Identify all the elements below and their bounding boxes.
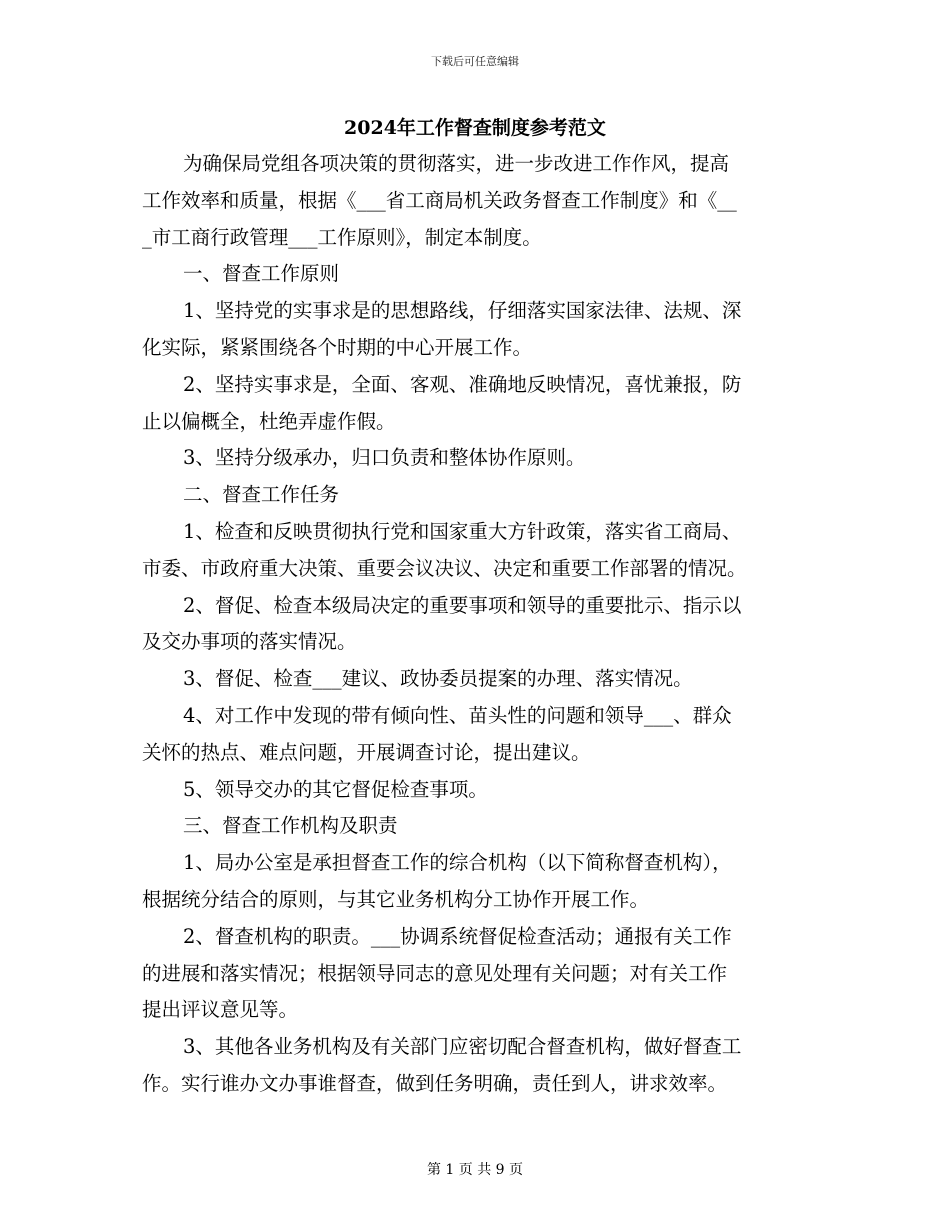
body-line: 二、督查工作任务 bbox=[183, 483, 340, 507]
body-line: 化实际，紧紧围绕各个时期的中心开展工作。 bbox=[142, 335, 533, 359]
body-line: 止以偏概全，杜绝弄虚作假。 bbox=[142, 409, 396, 433]
body-line: 1、坚持党的实事求是的思想路线，仔细落实国家法律、法规、深 bbox=[183, 299, 742, 323]
body-line: 3、督促、检查___建议、政协委员提案的办理、落实情况。 bbox=[183, 667, 693, 691]
body-line: 市委、市政府重大决策、重要会议决议、决定和重要工作部署的情况。 bbox=[142, 556, 747, 580]
body-line: 2、坚持实事求是，全面、客观、准确地反映情况，喜忧兼报，防 bbox=[183, 372, 742, 396]
body-line: 的进展和落实情况；根据领导同志的意见处理有关问题；对有关工作 bbox=[142, 961, 728, 985]
body-line: 3、其他各业务机构及有关部门应密切配合督查机构，做好督查工 bbox=[183, 1035, 742, 1059]
body-line: 作。实行谁办文办事谁督查，做到任务明确，责任到人，讲求效率。 bbox=[142, 1071, 728, 1095]
body-line: 根据统分结合的原则，与其它业务机构分工协作开展工作。 bbox=[142, 887, 650, 911]
body-line: 关怀的热点、难点问题，开展调查讨论，提出建议。 bbox=[142, 740, 591, 764]
body-line: 2、督查机构的职责。___协调系统督促检查活动；通报有关工作 bbox=[183, 924, 732, 948]
body-line: 1、检查和反映贯彻执行党和国家重大方针政策，落实省工商局、 bbox=[183, 519, 742, 543]
body-line: 5、领导交办的其它督促检查事项。 bbox=[183, 777, 488, 801]
body-line: 1、局办公室是承担督查工作的综合机构（以下简称督查机构）， bbox=[183, 851, 732, 875]
body-line: 提出评议意见等。 bbox=[142, 998, 299, 1022]
page-header-note: 下载后可任意编辑 bbox=[431, 55, 519, 68]
body-line: 工作效率和质量，根据《___省工商局机关政务督查工作制度》和《__ bbox=[142, 188, 737, 212]
body-line: 及交办事项的落实情况。 bbox=[142, 630, 357, 654]
body-line: 为确保局党组各项决策的贯彻落实，进一步改进工作作风，提高 bbox=[183, 152, 730, 175]
document-body bbox=[142, 146, 808, 1103]
page-number-footer: 第 1 页 共 9 页 bbox=[426, 1162, 524, 1178]
body-line: 3、坚持分级承办，归口负责和整体协作原则。 bbox=[183, 446, 586, 470]
document-title: 2024年工作督查制度参考范文 bbox=[344, 117, 606, 139]
body-line: 三、督查工作机构及职责 bbox=[183, 814, 398, 838]
body-line: _市工商行政管理___工作原则》，制定本制度。 bbox=[142, 225, 542, 249]
body-line: 2、督促、检查本级局决定的重要事项和领导的重要批示、指示以 bbox=[183, 593, 742, 617]
body-line: 4、对工作中发现的带有倾向性、苗头性的问题和领导___、群众 bbox=[183, 703, 732, 727]
body-line: 一、督查工作原则 bbox=[183, 262, 340, 286]
